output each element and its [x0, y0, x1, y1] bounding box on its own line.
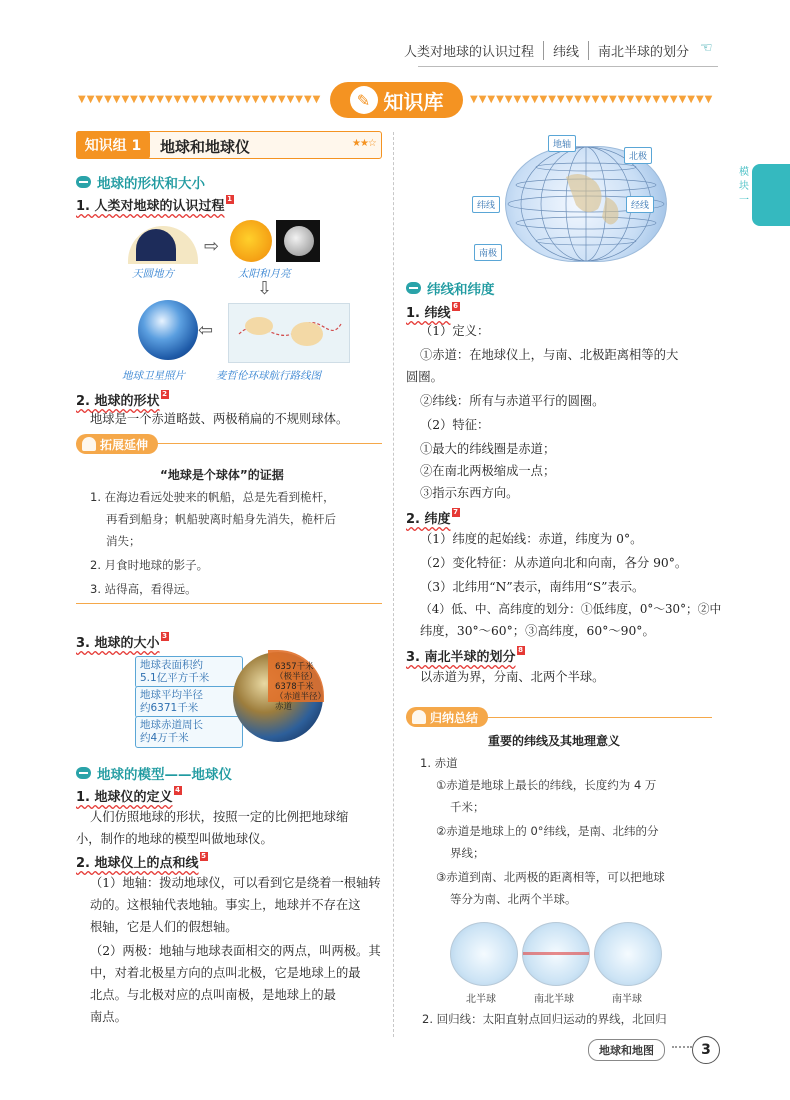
caption-both-hemispheres: 南北半球 — [534, 994, 574, 1005]
item-title: 1. 纬线 — [406, 306, 451, 321]
ext1-title: “地球是个球体”的证据 — [160, 468, 284, 482]
item-title: 1. 人类对地球的认识过程 — [76, 199, 225, 214]
cut-label: 赤道 — [275, 702, 293, 712]
module-side-label: 模块一 — [739, 167, 749, 206]
summary-line-6: ③赤道到南、北两极的距离相等，可以把地球 — [436, 870, 665, 884]
cut-label: （赤道半径） — [275, 692, 327, 702]
cutaway-labels — [275, 662, 326, 712]
caption-north-hemisphere: 北半球 — [466, 994, 496, 1005]
globe-def-line-2: 小，制作的地球的模型叫做地球仪。 — [76, 832, 273, 846]
lat-feat-1: （2）特征： — [420, 418, 490, 432]
poles-line-1: （2）两极：地轴与地球表面相交的两点，叫两极。其 — [90, 944, 381, 958]
hemi-text: 以赤道为界，分南、北两个半球。 — [420, 670, 605, 684]
globe-def-line-1: 人们仿照地球的形状，按照一定的比例把地球缩 — [90, 810, 349, 824]
ext1-line-3: 消失； — [106, 534, 141, 548]
section-heading-latitude — [406, 278, 495, 298]
item-title: 2. 地球仪上的点和线 — [76, 856, 199, 871]
summary-tag-label: 归纳总结 — [430, 710, 479, 725]
label-line: 5.1亿平方千米 — [140, 672, 210, 684]
cut-label: （极半径） — [275, 672, 318, 682]
globe-label-south: 南极 — [474, 244, 502, 261]
extension-tag-label: 拓展延伸 — [100, 437, 149, 452]
crumb-3[interactable]: 南北半球的划分 — [588, 41, 698, 60]
chapter-tag: 地球和地图 — [588, 1039, 665, 1061]
item-latitude-degree — [406, 508, 460, 527]
section-marker-icon — [76, 176, 91, 188]
pointing-hand-icon: ☜ — [700, 40, 713, 56]
summary-line-4: ②赤道是地球上的 0°纬线，是南、北纬的分 — [436, 824, 659, 838]
item-title: 3. 南北半球的划分 — [406, 650, 516, 665]
globe-label-axis: 地轴 — [548, 135, 576, 152]
label-radius — [135, 686, 243, 718]
lat-feat-4: ③指示东西方向。 — [420, 486, 519, 500]
item-latitude-line — [406, 302, 460, 321]
section-heading-globe-model — [76, 763, 232, 783]
lat-feat-2: ①最大的纬线圈是赤道； — [420, 442, 556, 456]
caption-sun-moon: 太阳和月亮 — [238, 268, 291, 280]
item-cognition-process — [76, 195, 234, 214]
lat-def-1: （1）定义： — [420, 324, 490, 338]
lat-def-4: ②纬线：所有与赤道平行的圆圈。 — [420, 394, 605, 408]
arrow-right-icon: ⇨ — [204, 236, 220, 257]
summary-line-3: 千米； — [450, 800, 485, 814]
axis-line-1: （1）地轴：拨动地球仪，可以看到它是绕着一根轴转 — [90, 876, 381, 890]
section-title: 地球的形状和大小 — [97, 176, 205, 192]
banner-title: 知识库 — [383, 89, 444, 114]
axis-line-3: 根轴，它是人们的假想轴。 — [90, 920, 238, 934]
item-title: 1. 地球仪的定义 — [76, 790, 173, 805]
item-earth-size — [76, 632, 169, 651]
route-path — [229, 304, 349, 362]
label-surface-area — [135, 656, 243, 688]
extension-tag — [76, 434, 158, 454]
section-title: 纬线和纬度 — [427, 282, 495, 298]
column-divider — [393, 132, 394, 1037]
summary-tag — [406, 707, 488, 727]
globe-label-latitude: 纬线 — [472, 196, 500, 213]
ext1-line-4: 2. 月食时地球的影子。 — [90, 558, 209, 572]
section-marker-icon — [406, 282, 421, 294]
poles-line-4: 南点。 — [90, 1010, 127, 1024]
label-line: 地球平均半径 — [140, 689, 203, 701]
zigzag-decoration-right: ▼▼▼▼▼▼▼▼▼▼▼▼▼▼▼▼▼▼▼▼▼▼▼▼▼▼▼▼ — [470, 94, 714, 104]
summary-line-8: 2. 回归线：太阳直射点回归运动的界线，北回归 — [422, 1012, 667, 1026]
cut-label: 6378千米 — [275, 682, 314, 692]
group-tag: 知识组 1 — [76, 131, 150, 159]
summary-title: 重要的纬线及其地理意义 — [488, 734, 621, 748]
satellite-earth-image — [138, 300, 198, 360]
footnote-badge: 7 — [453, 508, 458, 516]
label-line: 约4万千米 — [140, 732, 189, 744]
sun-image — [230, 220, 272, 262]
footer-dots — [672, 1046, 692, 1048]
caption-satellite: 地球卫星照片 — [122, 370, 185, 382]
south-hemisphere-image — [594, 922, 662, 986]
item-hemispheres — [406, 646, 525, 665]
arrow-left-icon: ⇦ — [198, 320, 214, 341]
label-line: 地球赤道周长 — [140, 719, 203, 731]
deg-line-5: 纬度，30°～60°；③高纬度，60°～90°。 — [420, 624, 655, 638]
module-side-tab[interactable] — [752, 164, 790, 226]
section-heading-shape-size — [76, 172, 205, 192]
item-globe-definition — [76, 786, 182, 805]
footnote-badge: 6 — [453, 302, 458, 310]
north-hemisphere-image — [450, 922, 518, 986]
poles-line-3: 北点。与北极对应的点叫南极，是地球上的最 — [90, 988, 336, 1002]
lat-feat-3: ②在南北两极缩成一点； — [420, 464, 556, 478]
lat-def-3: 圆圈。 — [406, 370, 443, 384]
difficulty-stars-icon: ★★☆ — [352, 138, 376, 149]
deg-line-2: （2）变化特征：从赤道向北和向南，各分 90°。 — [420, 556, 688, 570]
caption-route-map: 麦哲伦环球航行路线图 — [216, 370, 321, 382]
item-title: 3. 地球的大小 — [76, 636, 160, 651]
caption-sky: 天圆地方 — [132, 268, 174, 280]
footnote-badge: 4 — [175, 786, 180, 794]
globe-label-longitude: 经线 — [626, 196, 654, 213]
cut-label: 6357千米 — [275, 662, 314, 672]
crumb-2[interactable]: 纬线 — [543, 41, 588, 60]
summary-line-1: 1. 赤道 — [420, 756, 458, 770]
book-pen-icon: ✎ — [350, 86, 378, 114]
section-title: 地球的模型——地球仪 — [97, 767, 232, 783]
label-line: 地球表面积约 — [140, 659, 203, 671]
zigzag-decoration-left: ▼▼▼▼▼▼▼▼▼▼▼▼▼▼▼▼▼▼▼▼▼▼▼▼▼▼▼▼ — [78, 94, 322, 104]
deg-line-1: （1）纬度的起始线：赤道，纬度为 0°。 — [420, 532, 643, 546]
bell-icon — [412, 710, 426, 724]
axis-line-2: 动的。这根轴代表地轴。事实上，地球并不存在这 — [90, 898, 361, 912]
moon-image — [284, 226, 314, 256]
section-marker-icon — [76, 767, 91, 779]
footnote-badge: 8 — [518, 646, 523, 654]
summary-line-7: 等分为南、北两个半球。 — [450, 892, 577, 906]
bell-icon — [82, 437, 96, 451]
deg-line-4: （4）低、中、高纬度的划分：①低纬度，0°～30°；②中 — [420, 602, 722, 616]
summary-line-5: 界线； — [450, 846, 485, 860]
footnote-badge: 1 — [227, 195, 232, 203]
ext1-line-5: 3. 站得高，看得远。 — [90, 582, 197, 596]
item-earth-shape — [76, 390, 169, 409]
crumb-1[interactable]: 人类对地球的认识过程 — [403, 44, 534, 60]
lat-def-2: ①赤道：在地球仪上，与南、北极距离相等的大 — [420, 348, 679, 362]
label-circumference — [135, 716, 243, 748]
both-hemispheres-image — [522, 922, 590, 986]
item-points-lines — [76, 852, 208, 871]
footnote-badge: 3 — [162, 632, 167, 640]
item-title: 2. 纬度 — [406, 512, 451, 527]
ext-bottom-line — [76, 603, 382, 604]
label-line: 约6371千米 — [140, 702, 199, 714]
arrow-down-icon: ⇩ — [257, 278, 273, 299]
globe-label-north: 北极 — [624, 147, 652, 164]
group-title: 地球和地球仪 — [160, 138, 251, 156]
knowledge-banner — [330, 82, 463, 118]
earth-shape-text: 地球是一个赤道略鼓、两极稍扁的不规则球体。 — [90, 412, 349, 426]
item-title: 2. 地球的形状 — [76, 394, 160, 409]
magellan-route-map — [228, 303, 350, 363]
sky-dome-illustration — [128, 226, 198, 264]
footnote-badge: 2 — [162, 390, 167, 398]
poles-line-2: 中，对着北极星方向的点叫北极，它是地球上的最 — [90, 966, 361, 980]
header-divider — [418, 66, 718, 67]
deg-line-3: （3）北纬用“N”表示，南纬用“S”表示。 — [420, 580, 645, 594]
ext1-line-1: 1. 在海边看远处驶来的帆船，总是先看到桅杆， — [90, 490, 335, 504]
ext1-line-2: 再看到船身；帆船驶离时船身先消失，桅杆后 — [106, 512, 336, 526]
caption-south-hemisphere: 南半球 — [612, 994, 642, 1005]
summary-line-2: ①赤道是地球上最长的纬线，长度约为 4 万 — [436, 778, 657, 792]
footnote-badge: 5 — [201, 852, 206, 860]
page-number: 3 — [692, 1036, 720, 1064]
breadcrumb — [395, 38, 698, 62]
